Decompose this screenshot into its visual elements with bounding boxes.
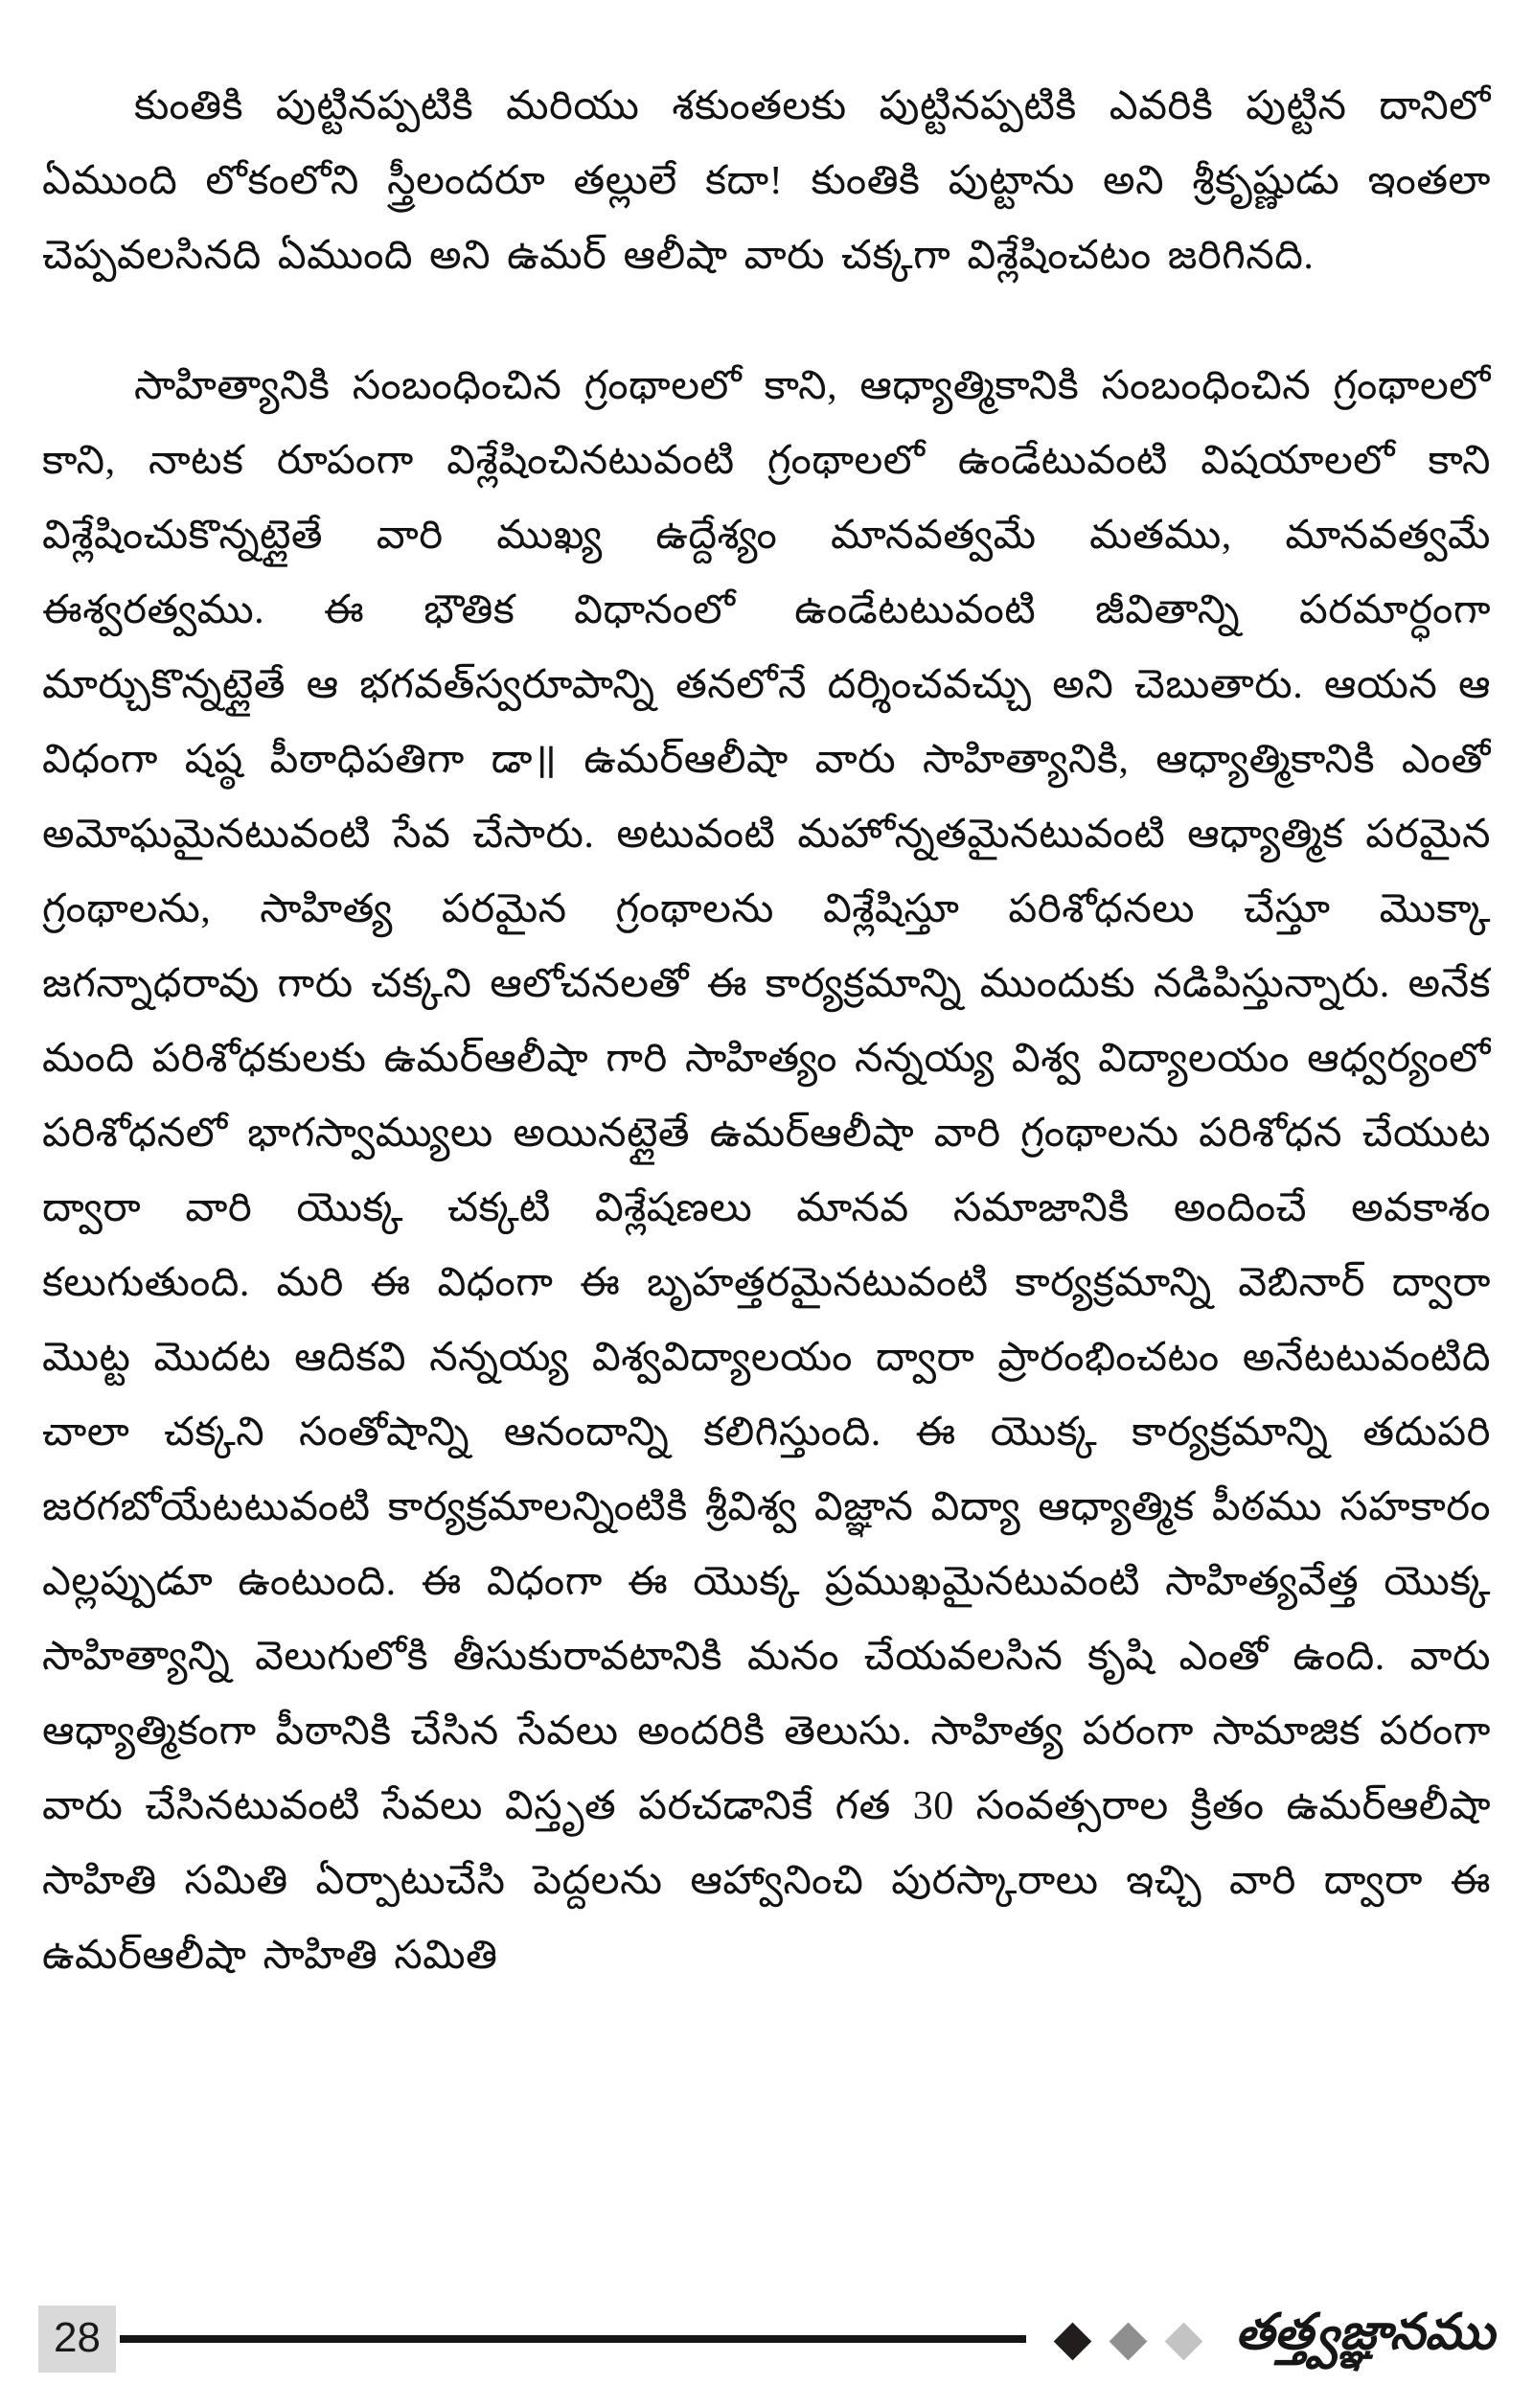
page-body-text: [42, 69, 1491, 2274]
footer-divider-line: [120, 2335, 1027, 2343]
diamond-icon: ◆: [1053, 2311, 1092, 2366]
paragraph-2: సాహిత్యానికి సంబంధించిన గ్రంథాలలో కాని, ఆధ్యాత్మికానికి సంబంధించిన గ్రంథాలలో కాని, నాటక రూపంగా విశ్లేషించినటువంటి గ్రంథాలలో ఉండేటువంటి విషయాలలో కాని విశ్లేషించుకొన్నట్లైతే వారి ముఖ్య ఉద్దేశ్యం మానవత్వమే మతము, మానవత్వమే ఈశ్వరత్వము. ఈ భౌతిక విధానంలో ఉండేటటువంటి జీవితాన్ని పరమార్ధంగా మార్చుకొన్నట్లైతే ఆ భగవత్‌స్వరూపాన్ని తనలోనే దర్శించవచ్చు అని చెబుతారు. ఆయన ఆ విధంగా షష్ఠ పీఠాధిపతిగా డా॥ ఉమర్‌ఆలీషా వారు సాహిత్యానికి, ఆధ్యాత్మికానికి ఎంతో అమోఘమైనటువంటి సేవ చేసారు. అటువంటి మహోన్నతమైనటువంటి ఆధ్యాత్మిక పరమైన గ్రంథాలను, సాహిత్య పరమైన గ్రంథాలను విశ్లేషిస్తూ పరిశోధనలు చేస్తూ మొక్కా జగన్నాధరావు గారు చక్కని ఆలోచనలతో ఈ కార్యక్రమాన్ని ముందుకు నడిపిస్తున్నారు. అనేక మంది పరిశోధకులకు ఉమర్‌ఆలీషా గారి సాహిత్యం నన్నయ్య విశ్వ విద్యాలయం ఆధ్వర్యంలో పరిశోధనలో భాగస్వామ్యులు అయినట్లైతే ఉమర్‌ఆలీషా వారి గ్రంథాలను పరిశోధన చేయుట ద్వారా వారి యొక్క చక్కటి విశ్లేషణలు మానవ సమాజానికి అందించే అవకాశం కలుగుతుంది. మరి ఈ విధంగా ఈ బృహత్తరమైనటువంటి కార్యక్రమాన్ని వెబినార్ ద్వారా మొట్ట మొదట ఆదికవి నన్నయ్య విశ్వవిద్యాలయం ద్వారా ప్రారంభించటం అనేటటువంటిది చాలా చక్కని సంతోషాన్ని ఆనందాన్ని కలిగిస్తుంది. ఈ యొక్క కార్యక్రమాన్ని తదుపరి జరగబోయేటటువంటి కార్యక్రమాలన్నింటికి శ్రీవిశ్వ విజ్ఞాన విద్యా ఆధ్యాత్మిక పీఠము సహకారం ఎల్లప్పుడూ ఉంటుంది. ఈ విధంగా ఈ యొక్క ప్రముఖమైనటువంటి సాహిత్యవేత్త యొక్క సాహిత్యాన్ని వెలుగులోకి తీసుకురావటానికి మనం చేయవలసిన కృషి ఎంతో ఉంది. వారు ఆధ్యాత్మికంగా పీఠానికి చేసిన సేవలు అందరికి తెలుసు. సాహిత్య పరంగా సామాజిక పరంగా వారు చేసినటువంటి సేవలు విస్తృత పరచడానికే గత 30 సంవత్సరాల క్రితం ఉమర్‌ఆలీషా సాహితి సమితి ఏర్పాటుచేసి పెద్దలను ఆహ్వానించి పురస్కారాలు ఇచ్చి వారి ద్వారా ఈ ఉమర్‌ఆలీషా సాహితి సమితి: [42, 364, 1491, 1978]
footer-diamond-ornament: [1053, 2311, 1203, 2366]
page-number: 28: [38, 2305, 116, 2373]
paragraph-1: కుంతికి పుట్టినప్పటికి మరియు శకుంతలకు పుట్టినప్పటికి ఎవరికి పుట్టిన దానిలో ఏముంది లోకంలోని స్త్రీలందరూ తల్లులే కదా! కుంతికి పుట్టాను అని శ్రీకృష్ణుడు ఇంతలా చెప్పవలసినది ఏముంది అని ఉమర్ ఆలీషా వారు చక్కగా విశ్లేషించటం జరిగినది.: [42, 84, 1491, 278]
book-title: తత్త్వజ్ఞానము: [1235, 2305, 1495, 2360]
diamond-icon: ◆: [1164, 2311, 1203, 2366]
page-footer: [38, 2301, 1495, 2377]
diamond-icon: ◆: [1109, 2311, 1148, 2366]
